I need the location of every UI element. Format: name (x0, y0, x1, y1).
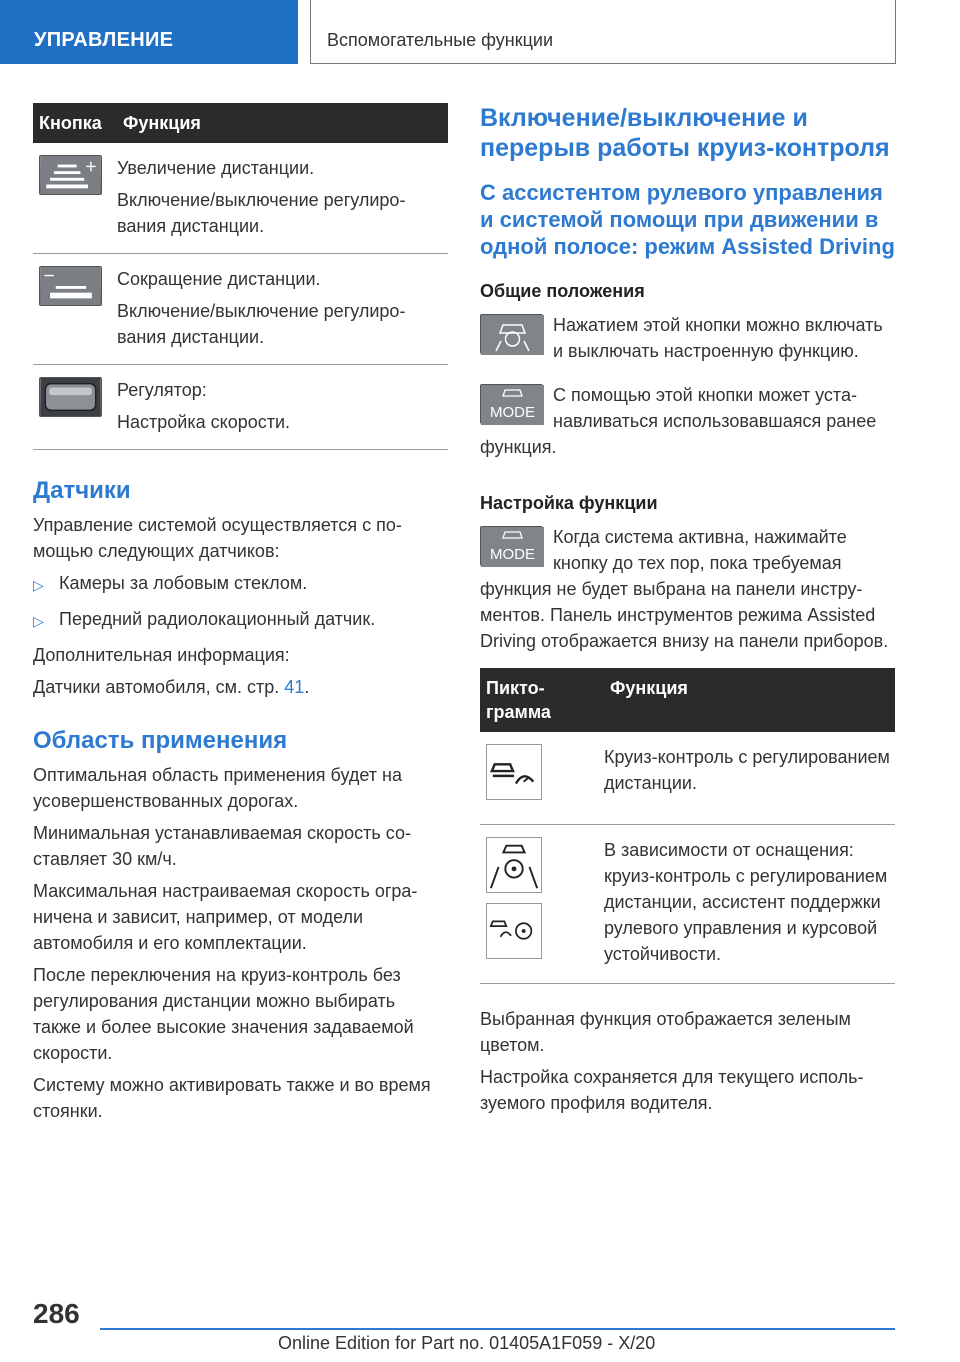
table-row (33, 254, 448, 365)
main-heading: Включение/выключение и перерыв работы круиз-контроля (480, 104, 890, 162)
table-header-function: Функция (117, 103, 448, 143)
page-number: 286 (33, 1298, 80, 1329)
after-paragraph: Выбранная функция отображается зеленым цветом. (480, 1009, 851, 1055)
table-row (480, 732, 895, 825)
mode-label: MODE (490, 546, 535, 563)
scope-paragraph: Систему можно активировать также и во время стоянки. (33, 1075, 431, 1121)
left-column (33, 103, 448, 1130)
scope-heading: Область применения (33, 727, 288, 754)
list-item: ▷ Передний радиолокационный датчик. (33, 606, 448, 634)
footer-edition: Online Edition for Part no. 01405A1F059 - X/20 (278, 1333, 656, 1353)
scope-paragraph: Минимальная устанавливаемая скорость составляет 30 км/ч. (33, 823, 411, 869)
distance-increase-icon (39, 155, 102, 195)
button-function-table (33, 103, 448, 450)
after-paragraph: Настройка сохраняется для текущего используемого профиля водителя. (480, 1067, 864, 1113)
scope-paragraph: Максимальная настраиваемая скорость ограничена и зависит, например, от модели автомобиля и его комплектации. (33, 881, 418, 953)
footer-divider (100, 1328, 895, 1330)
table-header-button: Кнопка (33, 103, 117, 143)
row-function-line: Включение/выключение регулирования дистанции. (117, 301, 406, 347)
mode-button-icon (480, 526, 543, 566)
chapter-title: Вспомогательные функции (310, 0, 896, 64)
setup-block: MODE Когда система активна, нажимайте кнопку до тех пор, пока требуемая функция не будет выбрана на панели инструментов. Панель инструментов режима Assisted Driving отображается внизу на панели приборов. (480, 527, 889, 651)
scope-paragraph: Оптимальная область применения будет на усовершенствованных дорогах. (33, 765, 402, 811)
row-function: Круиз-контроль с регулированием дистанции. (604, 732, 895, 825)
section-tab[interactable]: УПРАВЛЕНИЕ (0, 0, 298, 64)
table-row (33, 143, 448, 254)
page-link[interactable]: 41 (284, 677, 305, 697)
acc-distance-icon (486, 744, 542, 800)
row-function-line: Сокращение дистанции. (117, 269, 321, 289)
steering-assist-icon (486, 837, 542, 893)
table-row (33, 365, 448, 450)
list-item: ▷ Камеры за лобовым стеклом. (33, 570, 448, 598)
right-column (480, 103, 895, 1122)
mode-button-icon (480, 384, 543, 424)
acc-steering-icon (486, 903, 542, 959)
scope-paragraph: После переключения на круиз-контроль без регулирования дистанции можно выбирать также и более высокие значения задаваемой скорости. (33, 965, 414, 1063)
sub-heading: С ассистентом рулевого управления и системой помощи при движении в одной полосе: режим Assisted Driving (480, 180, 895, 259)
mode-block: MODE С помощью этой кнопки может устанавливаться использовавшаяся ранее функция. (480, 385, 877, 457)
pictogram-table (480, 668, 895, 984)
row-function-line: Регулятор: (117, 380, 207, 400)
more-info-label: Дополнительная информация: (33, 645, 290, 665)
row-function: В зависимости от оснащения: круиз-контроль с регулированием дистанции, ассистент поддержки рулевого управления и курсовой устойчивости. (604, 825, 895, 984)
rocker-switch-icon (39, 377, 102, 417)
setup-heading: Настройка функции (480, 493, 658, 513)
sensors-intro: Управление системой осуществляется с помощью следующих датчиков: (33, 515, 402, 561)
table-row (480, 825, 895, 984)
row-function-line: Увеличение дистанции. (117, 158, 315, 178)
triangle-bullet-icon: ▷ (33, 613, 44, 629)
row-function-line: Настройка скорости. (117, 412, 291, 432)
general-heading: Общие положения (480, 281, 645, 301)
mode-label: MODE (490, 404, 535, 421)
page-reference: Датчики автомобиля, см. стр. 41. (33, 677, 310, 697)
general-block: Нажатием этой кнопки можно включать и выключать настроенную функцию. (480, 312, 895, 364)
row-function-line: Включение/выключение регулирования дистанции. (117, 190, 406, 236)
table-header-function: Функция (604, 668, 895, 732)
sensors-heading: Датчики (33, 477, 131, 504)
distance-decrease-icon (39, 266, 102, 306)
assisted-driving-button-icon (480, 314, 543, 354)
table-header-pictogram: Пиктограмма (480, 668, 604, 732)
triangle-bullet-icon: ▷ (33, 577, 44, 593)
